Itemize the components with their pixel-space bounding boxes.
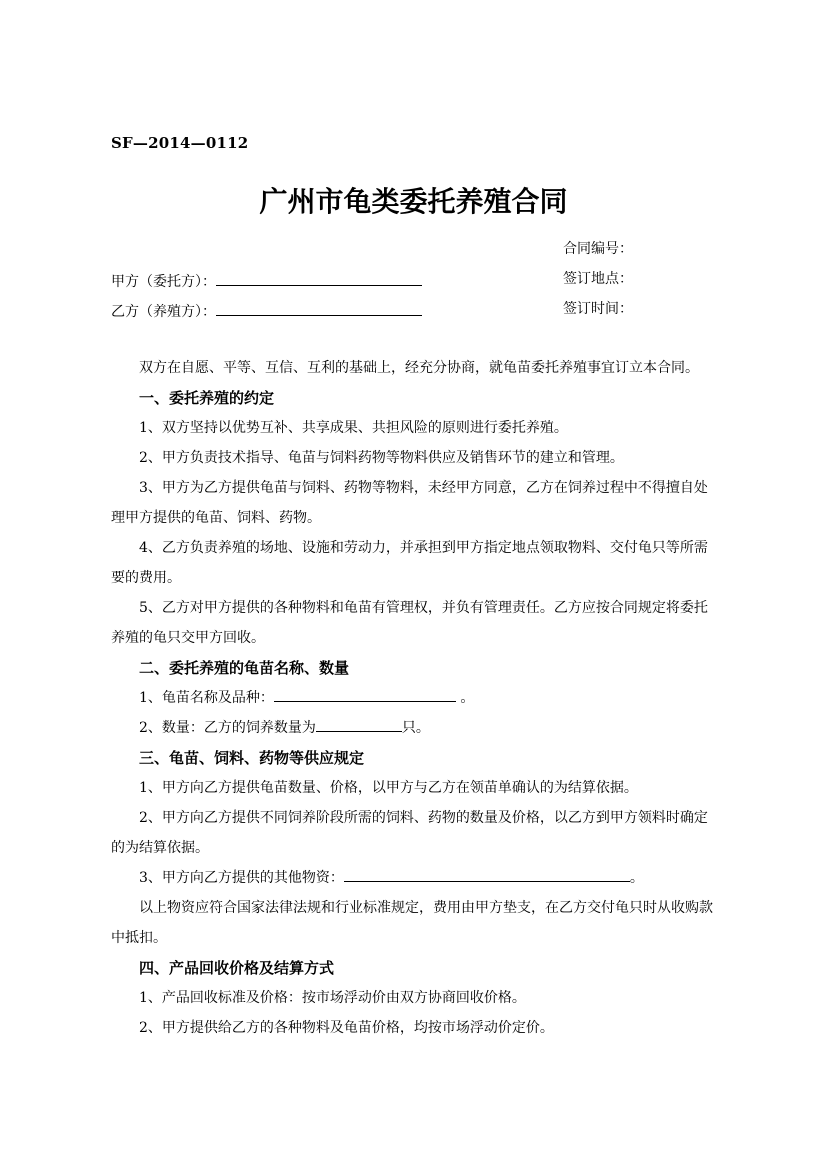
section-1-heading: 一、委托养殖的约定 <box>139 389 275 407</box>
party-a-blank <box>216 271 422 286</box>
quantity-unit: 只。 <box>401 720 430 736</box>
intro-paragraph: 双方在自愿、平等、互信、互利的基础上，经充分协商，就龟苗委托养殖事宜订立本合同。 <box>139 360 699 376</box>
section-1-item-2: 2、甲方负责技术指导、龟苗与饲料药物等物料供应及销售环节的建立和管理。 <box>139 450 624 466</box>
party-b-label: 乙方（养殖方）： <box>111 304 216 320</box>
section-3-item-1: 1、甲方向乙方提供龟苗数量、价格，以甲方与乙方在领苗单确认的为结算依据。 <box>139 780 638 796</box>
section-3-heading: 三、龟苗、饲料、药物等供应规定 <box>139 749 365 767</box>
section-1-item-5: 5、乙方对甲方提供的各种物料和龟苗有管理权，并负有管理责任。乙方应按合同规定将委托养殖的龟只交甲方回收。 <box>111 600 708 646</box>
other-supplies-label: 3、甲方向乙方提供的其他物资： <box>139 870 344 886</box>
section-1-item-4: 4、乙方负责养殖的场地、设施和劳动力，并承担到甲方指定地点领取物料、交付龟只等所需要的费用。 <box>111 540 708 586</box>
section-1-item-1: 1、双方坚持以优势互补、共享成果、共担风险的原则进行委托养殖。 <box>139 420 568 436</box>
section-3-note: 以上物资应符合国家法律法规和行业标准规定，费用由甲方垫支，在乙方交付龟只时从收购款中抵扣。 <box>111 900 713 946</box>
section-4-heading: 四、产品回收价格及结算方式 <box>139 959 335 977</box>
other-supplies-blank <box>344 867 630 882</box>
other-supplies-end: 。 <box>629 870 644 886</box>
section-3-item-2: 2、甲方向乙方提供不同饲养阶段所需的饲料、药物的数量及价格，以乙方到甲方领料时确定的为结算依据。 <box>111 810 708 856</box>
section-2-item-1 <box>111 683 721 713</box>
quantity-blank <box>316 717 402 732</box>
turtle-name-label: 1、龟苗名称及品种： <box>139 690 274 706</box>
contract-body <box>111 353 721 1043</box>
section-2-heading: 二、委托养殖的龟苗名称、数量 <box>139 659 350 677</box>
party-b-blank <box>216 301 422 316</box>
sign-place-label: 签订地点： <box>563 271 633 287</box>
party-a-line <box>111 271 422 291</box>
section-4-item-1: 1、产品回收标准及价格：按市场浮动价由双方协商回收价格。 <box>139 990 526 1006</box>
section-2-item-2 <box>111 713 721 743</box>
section-4-item-2: 2、甲方提供给乙方的各种物料及龟苗价格，均按市场浮动价定价。 <box>139 1020 554 1036</box>
contract-code: SF—2014—0112 <box>111 134 249 152</box>
section-1-item-3: 3、甲方为乙方提供龟苗与饲料、药物等物料，未经甲方同意，乙方在饲养过程中不得擅自处理甲方提供的龟苗、饲料、药物。 <box>111 480 708 526</box>
turtle-name-blank <box>274 687 456 702</box>
section-3-item-3 <box>111 863 721 893</box>
quantity-label: 2、数量：乙方的饲养数量为 <box>139 720 316 736</box>
contract-number-label: 合同编号： <box>563 241 633 257</box>
party-a-label: 甲方（委托方）： <box>111 274 216 290</box>
turtle-name-end: 。 <box>455 690 475 706</box>
party-b-line <box>111 301 422 321</box>
sign-time-label: 签订时间： <box>563 301 633 317</box>
document-title: 广州市龟类委托养殖合同 <box>259 185 568 218</box>
